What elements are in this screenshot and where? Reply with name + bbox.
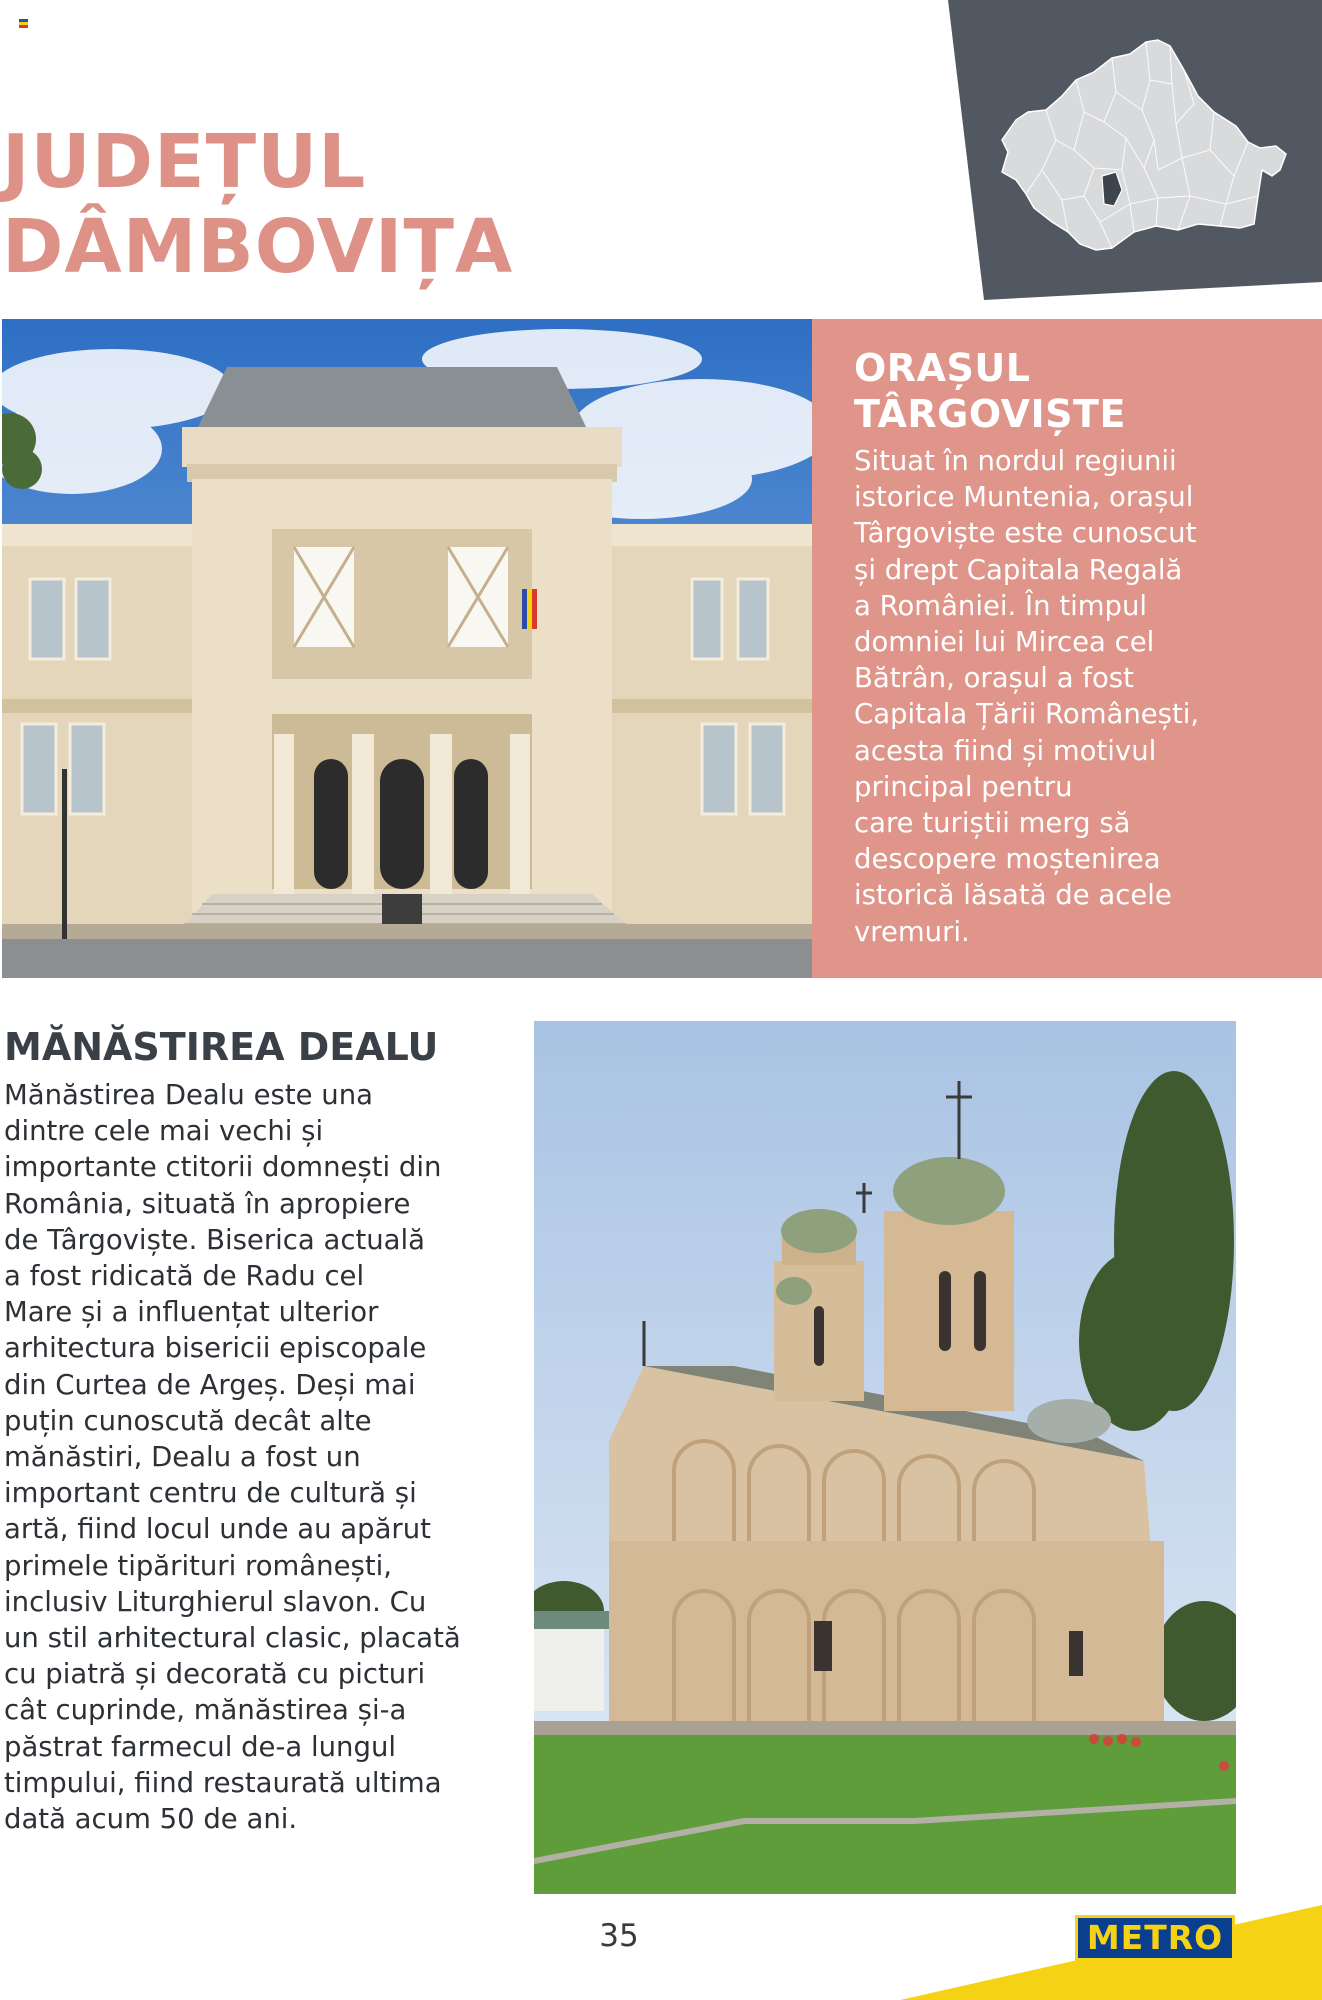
- page-title: [2, 120, 513, 290]
- city-title: [854, 345, 1292, 437]
- city-title-line-1: ORAȘUL: [854, 346, 1031, 390]
- monastery-title: MĂNĂSTIREA DEALU: [4, 1025, 439, 1069]
- monastery-photo: [534, 1021, 1236, 1894]
- romania-map: [944, 0, 1322, 300]
- museum-photo: [2, 319, 812, 978]
- page-title-line-1: JUDEȚUL: [2, 119, 367, 205]
- city-description: Situat în nordul regiunii istorice Muntenia, orașul Târgoviște este cunoscut și drept Capitala Regală a României. În timpul domniei lui Mircea cel Bătrân, orașul a fost Capitala Țării Românești, acesta fiind și motivul principal pentru care turiștii merg să descopere moștenirea istorică lăsată de acele vremuri.: [854, 445, 1200, 948]
- metro-logo: METRO: [1075, 1915, 1235, 1961]
- city-panel: [812, 319, 1322, 978]
- page-number: 35: [599, 1918, 639, 1954]
- city-title-line-2: TÂRGOVIȘTE: [854, 392, 1126, 436]
- page-title-line-2: DÂMBOVIȚA: [2, 204, 514, 290]
- flag-icon: [19, 19, 28, 28]
- monastery-description: Mănăstirea Dealu este una dintre cele mai vechi și importante ctitorii domnești din România, situată în apropiere de Târgoviște. Biserica actuală a fost ridicată de Radu cel Mare și a influențat ulterior arhitectura bisericii episcopale din Curtea de Argeș. Deși mai puțin cunoscută decât alte mănăstiri, Dealu a fost un important centru de cultură și artă, fiind locul unde au apărut primele tipărituri românești, inclusiv Liturghierul slavon. Cu un stil arhitectural clasic, placată cu piatră și decorată cu picturi cât cuprinde, mănăstirea și-a păstrat farmecul de-a lungul timpului, fiind restaurată ultima dată acum 50 de ani.: [4, 1079, 461, 1836]
